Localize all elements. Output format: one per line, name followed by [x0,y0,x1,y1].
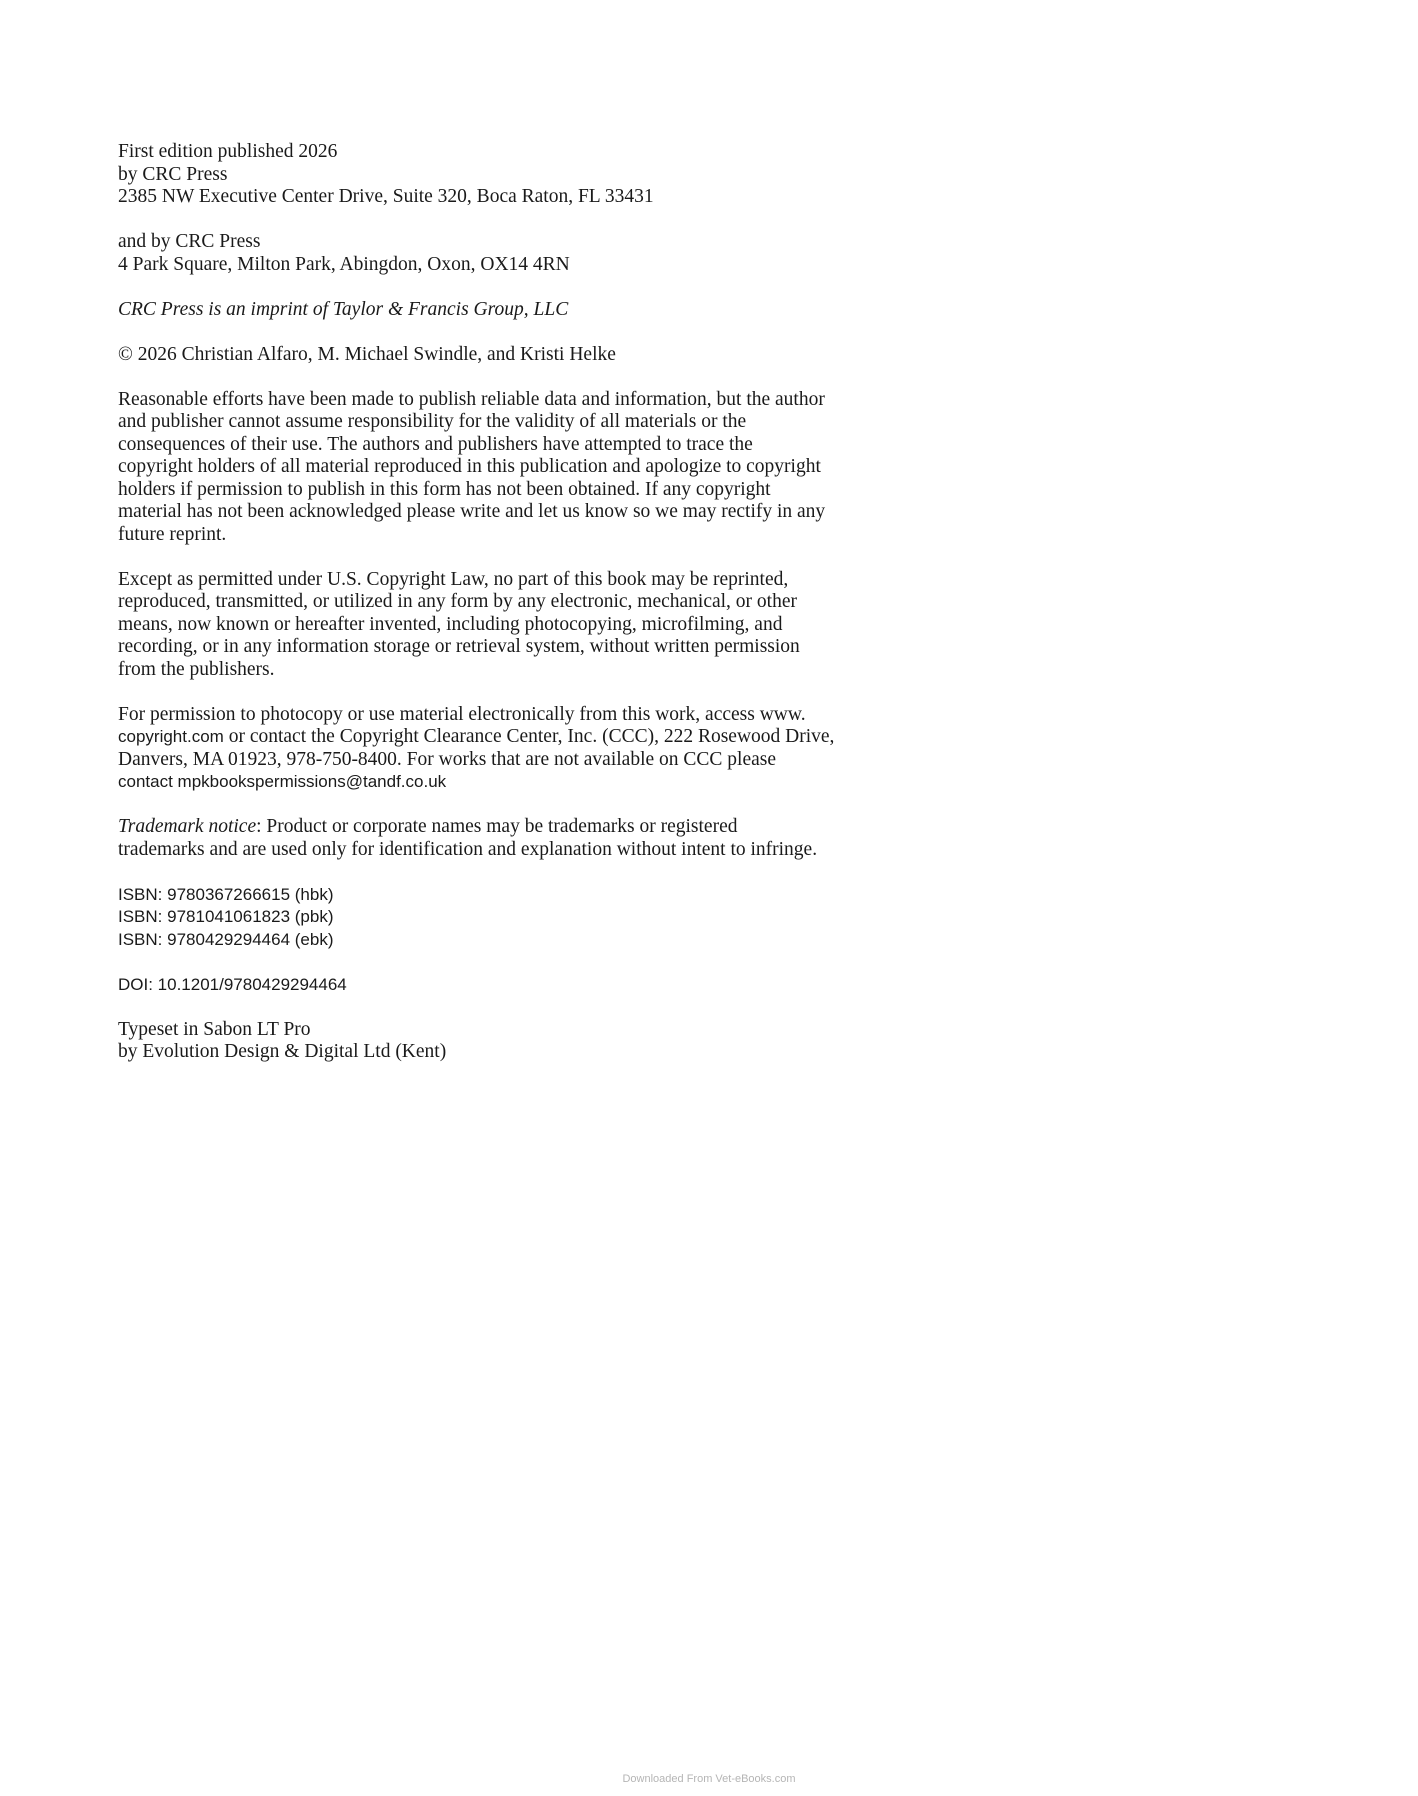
disclaimer-line: material has not been acknowledged please write and let us know so we may rectify in any [118,501,826,522]
disclaimer-paragraph [118,389,878,547]
trademark-line: trademarks and are used only for identification and explanation without intent to infringe. [118,838,818,860]
uk-office-info [118,231,878,276]
trademark-paragraph [118,816,878,861]
publisher-address-us: 2385 NW Executive Center Drive, Suite 320, Boca Raton, FL 33431 [118,186,654,207]
isbn-ebk: ISBN: 9780429294464 (ebk) [118,929,334,949]
trademark-text: : Product or corporate names may be trademarks or registered [256,816,738,837]
copyright-law-line: recording, or in any information storage or retrieval system, without written permission [118,636,800,657]
disclaimer-line: Reasonable efforts have been made to publish reliable data and information, but the author [118,388,825,410]
ccc-address-text: or contact the Copyright Clearance Center, Inc. (CCC), 222 Rosewood Drive, [223,726,835,747]
imprint-statement [118,299,878,322]
doi-line: DOI: 10.1201/9780429294464 [118,974,347,994]
trademark-line [118,816,878,839]
permissions-line: For permission to photocopy or use material electronically from this work, access www. [118,703,806,725]
uk-publisher-line: and by CRC Press [118,231,261,252]
copyright-website-link[interactable]: copyright.com [118,727,224,746]
typeset-info [118,1019,878,1064]
isbn-list [118,884,878,952]
disclaimer-line: consequences of their use. The authors and publishers have attempted to trace the [118,433,753,455]
permissions-line [118,771,878,794]
disclaimer-line: future reprint. [118,523,227,545]
disclaimer-line: holders if permission to publish in this form has not been obtained. If any copyright [118,478,771,500]
copyright-law-line: reproduced, transmitted, or utilized in any form by any electronic, mechanical, or other [118,591,797,612]
permissions-line: Danvers, MA 01923, 978-750-8400. For works that are not available on CCC please [118,748,777,770]
publication-info [118,141,878,209]
isbn-hbk: ISBN: 9780367266615 (hbk) [118,884,334,904]
publisher-address-uk: 4 Park Square, Milton Park, Abingdon, Oxon, OX14 4RN [118,253,570,275]
copyright-law-line: from the publishers. [118,658,275,680]
contact-prefix: contact [118,772,178,791]
imprint-line: CRC Press is an imprint of Taylor & Francis Group, LLC [118,298,569,320]
copyright-line: © 2026 Christian Alfaro, M. Michael Swindle, and Kristi Helke [118,343,616,365]
trademark-label: Trademark notice [118,816,257,837]
edition-line: First edition published 2026 [118,141,338,162]
publisher-line: by CRC Press [118,163,228,185]
copyright-law-line: means, now known or hereafter invented, including photocopying, microfilming, and [118,613,783,635]
copyright-notice [118,344,878,367]
typeset-font-line: Typeset in Sabon LT Pro [118,1018,311,1040]
doi-block [118,974,878,997]
copyright-law-line: Except as permitted under U.S. Copyright Law, no part of this book may be reprinted, [118,568,789,590]
download-watermark: Downloaded From Vet-eBooks.com [622,1773,796,1785]
permissions-email-link[interactable]: mpkbookspermissions@tandf.co.uk [177,772,447,791]
permissions-paragraph [118,704,878,794]
disclaimer-line: and publisher cannot assume responsibility for the validity of all materials or the [118,411,747,432]
disclaimer-line: copyright holders of all material reproduced in this publication and apologize to copyright [118,456,821,477]
isbn-pbk: ISBN: 9781041061823 (pbk) [118,907,334,926]
typesetter-line: by Evolution Design & Digital Ltd (Kent) [118,1041,447,1062]
permissions-line [118,726,878,749]
copyright-page [118,141,878,1086]
copyright-law-paragraph [118,569,878,682]
